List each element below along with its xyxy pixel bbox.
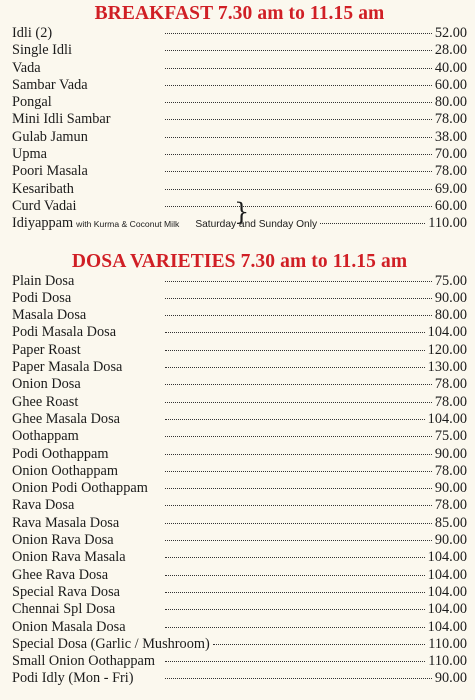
dot-leader: [165, 137, 432, 138]
menu-item-row: [12, 111, 467, 128]
menu-item-row: [12, 653, 467, 670]
special-extra: with Kurma & Coconut Milk: [76, 219, 180, 230]
menu-item-row: [12, 601, 467, 618]
dot-leader: [165, 171, 432, 172]
dot-leader: [165, 50, 432, 51]
item-price: 110.00: [428, 635, 467, 652]
item-name: Curd Vadai: [12, 197, 77, 214]
menu-item-row: [12, 619, 467, 636]
item-name: Onion Podi Oothappam: [12, 480, 148, 497]
dot-leader: [165, 523, 432, 524]
menu-item-row: [12, 463, 467, 480]
menu-item-row: [12, 411, 467, 428]
item-price: 75.00: [434, 428, 467, 445]
item-name: Onion Rava Masala: [12, 549, 126, 566]
menu-item-row: [12, 25, 467, 42]
item-name: Kesaribath: [12, 180, 74, 197]
menu-item-row: [12, 146, 467, 163]
menu-item-row: [12, 376, 467, 393]
breakfast-list: [12, 25, 467, 215]
dot-leader: [165, 154, 432, 155]
item-price: 69.00: [434, 180, 467, 197]
menu-item-row: [12, 480, 467, 497]
menu-item-row: [12, 567, 467, 584]
item-name: Podi Oothappam: [12, 445, 109, 462]
menu-item-row: [12, 163, 467, 180]
item-price: 52.00: [434, 25, 467, 41]
dot-leader: [165, 33, 432, 34]
special-name: Idiyappam: [12, 215, 74, 232]
item-name: Podi Masala Dosa: [12, 324, 117, 341]
menu-item-row: [12, 636, 467, 653]
menu-item-row: [12, 324, 467, 341]
item-price: 85.00: [434, 514, 467, 531]
menu-item-row: [12, 584, 467, 601]
item-price: 90.00: [434, 480, 467, 497]
item-name: Paper Masala Dosa: [12, 359, 123, 376]
dot-leader: [165, 505, 432, 506]
item-name: Idli (2): [12, 25, 53, 41]
item-name: Podi Idly (Mon - Fri): [12, 670, 134, 687]
dot-leader: [165, 592, 425, 593]
dot-leader: [320, 223, 425, 224]
item-price: 120.00: [427, 341, 467, 358]
item-price: 104.00: [427, 324, 467, 341]
dot-leader: [165, 367, 425, 368]
weekend-note: Saturday and Sunday Only: [195, 219, 318, 231]
menu-item-row: [12, 181, 467, 198]
dot-leader: [165, 454, 432, 455]
menu-item-row: [12, 446, 467, 463]
item-price: 90.00: [434, 670, 467, 687]
menu-item-row: [12, 307, 467, 324]
menu-item-row: [12, 515, 467, 532]
dot-leader: [165, 189, 432, 190]
item-name: Single Idli: [12, 42, 72, 59]
dot-leader: [165, 557, 425, 558]
dot-leader: [165, 627, 425, 628]
item-price: 70.00: [434, 146, 467, 163]
item-price: 78.00: [434, 393, 467, 410]
menu-item-row: [12, 549, 467, 566]
dot-leader: [165, 419, 425, 420]
dot-leader: [165, 609, 425, 610]
item-price: 104.00: [427, 566, 467, 583]
menu-item-row: [12, 670, 467, 687]
item-name: Masala Dosa: [12, 307, 87, 324]
item-price: 104.00: [427, 583, 467, 600]
item-name: Upma: [12, 146, 47, 163]
menu-item-row: [12, 42, 467, 59]
dot-leader: [165, 298, 432, 299]
dot-leader: [165, 661, 425, 662]
menu-item-row: [12, 60, 467, 77]
item-price: 104.00: [427, 618, 467, 635]
item-name: Ghee Roast: [12, 393, 79, 410]
menu-item-row: [12, 129, 467, 146]
item-price: 78.00: [434, 462, 467, 479]
menu-item-row: [12, 342, 467, 359]
item-price: 80.00: [434, 94, 467, 111]
item-name: Oothappam: [12, 428, 79, 445]
dot-leader: [165, 471, 432, 472]
item-name: Chennai Spl Dosa: [12, 601, 116, 618]
dot-leader: [165, 402, 432, 403]
dot-leader: [165, 488, 432, 489]
item-price: 38.00: [434, 128, 467, 145]
item-name: Onion Dosa: [12, 376, 81, 393]
item-name: Pongal: [12, 94, 52, 111]
item-price: 80.00: [434, 307, 467, 324]
dot-leader: [165, 206, 432, 207]
menu-item-row: [12, 497, 467, 514]
item-name: Onion Masala Dosa: [12, 618, 126, 635]
menu-item-row: [12, 428, 467, 445]
menu-item-row: [12, 359, 467, 376]
menu-item-row: [12, 77, 467, 94]
item-name: Vada: [12, 59, 41, 76]
item-name: Poori Masala: [12, 163, 88, 180]
dot-leader: [165, 119, 432, 120]
item-name: Ghee Rava Dosa: [12, 566, 109, 583]
item-price: 78.00: [434, 163, 467, 180]
menu-item-row: [12, 273, 467, 290]
menu-item-row: [12, 532, 467, 549]
item-price: 104.00: [427, 549, 467, 566]
dot-leader: [165, 350, 425, 351]
dot-leader: [165, 102, 432, 103]
item-price: 90.00: [434, 532, 467, 549]
item-price: 78.00: [434, 111, 467, 128]
dot-leader: [165, 85, 432, 86]
item-name: Small Onion Oothappam: [12, 653, 155, 670]
item-price: 78.00: [434, 376, 467, 393]
item-name: Rava Masala Dosa: [12, 514, 120, 531]
item-price: 60.00: [434, 76, 467, 93]
dot-leader: [165, 332, 425, 333]
item-name: Onion Rava Dosa: [12, 532, 114, 549]
special-price: 110.00: [428, 215, 467, 232]
item-name: Rava Dosa: [12, 497, 75, 514]
item-name: Sambar Vada: [12, 76, 88, 93]
dot-leader: [165, 436, 432, 437]
item-name: Gulab Jamun: [12, 128, 88, 145]
dot-leader: [165, 281, 432, 282]
breakfast-heading: BREAKFAST 7.30 am to 11.15 am: [94, 3, 385, 24]
menu-item-row: [12, 94, 467, 111]
item-price: 90.00: [434, 289, 467, 306]
item-price: 110.00: [428, 653, 467, 670]
dot-leader: [165, 384, 432, 385]
special-item-name: [12, 215, 179, 233]
item-price: 104.00: [427, 410, 467, 427]
dot-leader: [165, 315, 432, 316]
item-price: 60.00: [434, 197, 467, 214]
item-price: 78.00: [434, 497, 467, 514]
item-name: Podi Dosa: [12, 289, 72, 306]
dot-leader: [165, 68, 432, 69]
dot-leader: [213, 644, 425, 645]
item-price: 28.00: [434, 42, 467, 59]
item-name: Special Dosa (Garlic / Mushroom): [12, 635, 210, 652]
menu-item-row: [12, 394, 467, 411]
menu-item-row: [12, 290, 467, 307]
dosa-heading: DOSA VARIETIES 7.30 am to 11.15 am: [71, 250, 408, 272]
item-name: Onion Oothappam: [12, 462, 119, 479]
item-name: Plain Dosa: [12, 272, 75, 289]
dot-leader: [165, 678, 432, 679]
item-name: Special Rava Dosa: [12, 583, 120, 600]
dot-leader: [165, 575, 425, 576]
brace-symbol: }: [234, 198, 250, 226]
item-name: Mini Idli Sambar: [12, 111, 111, 128]
item-name: Paper Roast: [12, 341, 81, 358]
dosa-list: [12, 273, 467, 688]
item-price: 90.00: [434, 445, 467, 462]
item-price: 75.00: [434, 272, 467, 289]
item-price: 130.00: [427, 359, 467, 376]
item-price: 40.00: [434, 59, 467, 76]
item-name: Ghee Masala Dosa: [12, 410, 120, 427]
item-price: 104.00: [427, 601, 467, 618]
dot-leader: [165, 540, 432, 541]
